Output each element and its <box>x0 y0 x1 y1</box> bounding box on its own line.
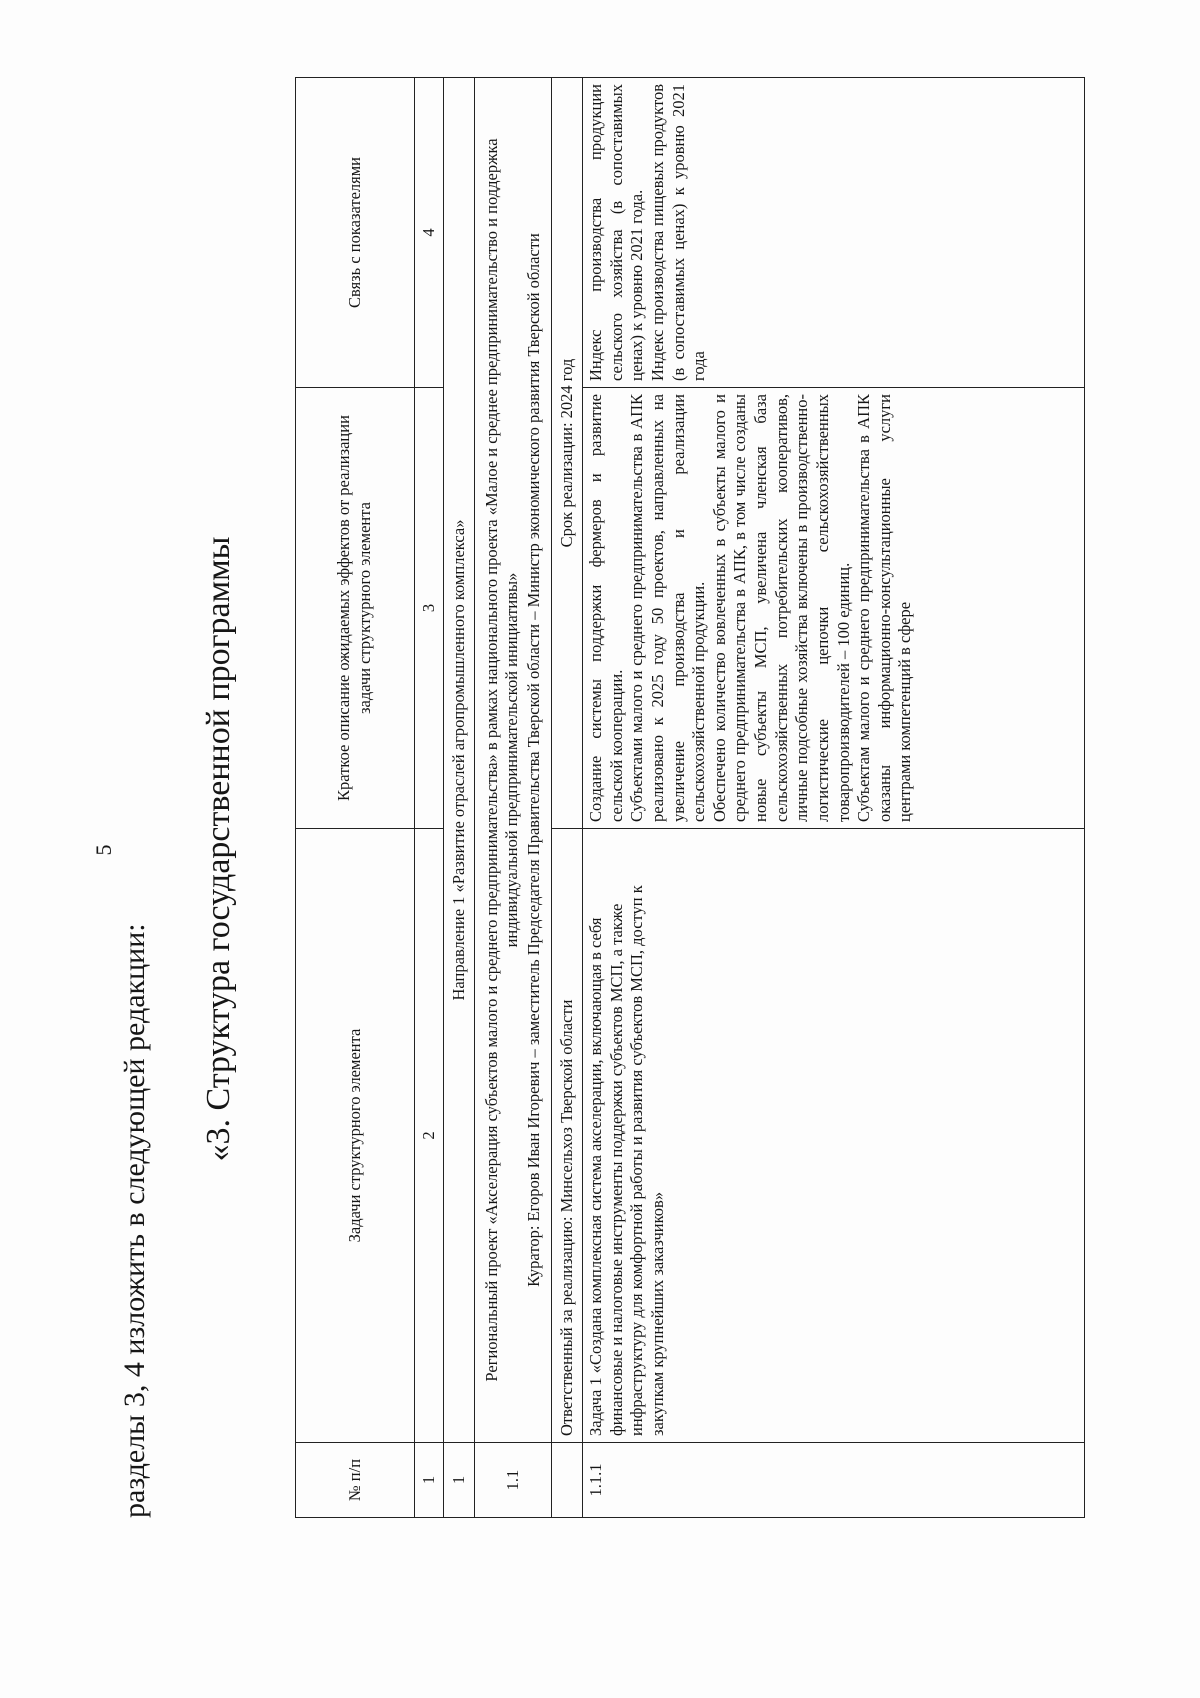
project-cell <box>475 78 552 1443</box>
project-no: 1.1 <box>475 1443 552 1518</box>
link-paragraph: Индекс производства пищевых продуктов (в сопоставимых ценах) к уровню 2021 года <box>647 84 709 381</box>
task-links-cell <box>583 78 1085 388</box>
effect-paragraph: Субъектам малого и среднего предпринимательства в АПК оказаны информационно-консультационные услуги центрами компетенций в сфере <box>854 394 915 822</box>
column-number: 3 <box>415 388 444 829</box>
task-text: Задача 1 «Создана комплексная система акселерации, включающая в себя финансовые и налоговые инструменты поддержки субъектов МСП, а также инфраструктуру для комфортной работы и развития субъектов МСП, доступ к закупкам крупнейших заказчиков» <box>583 829 1085 1443</box>
page-number: 5 <box>91 844 116 856</box>
header-link: Связь с показателями <box>296 78 415 388</box>
program-structure-table <box>295 77 1085 1518</box>
table-header-row <box>296 78 415 1518</box>
section-title: «3. Структура государственной программы <box>200 536 237 1162</box>
project-curator: Куратор: Егоров Иван Игоревич – заместитель Председателя Правительства Тверской области – Министр экономического развития Тверской области <box>523 233 543 1287</box>
header-no: № п/п <box>296 1443 415 1518</box>
intro-text: разделы 3, 4 изложить в следующей редакции: <box>118 923 151 1518</box>
column-number: 2 <box>415 829 444 1443</box>
rotated-page-content <box>100 49 1200 1649</box>
column-number: 4 <box>415 78 444 388</box>
header-task: Задачи структурного элемента <box>296 829 415 1443</box>
direction-no: 1 <box>444 1443 475 1518</box>
task-no: 1.1.1 <box>583 1443 1085 1518</box>
effect-paragraph: Обеспечено количество вовлеченных в субъекты малого и среднего предпринимательства в АПК, в том числе созданы новые субъекты МСП, увеличена членская база сельскохозяйственных потребительских кооперативов, личные подсобные хозяйства включены в производственно-логистические цепочки сельскохозяйственных товаропроизводителей – 100 единиц. <box>709 394 853 822</box>
link-paragraph: Индекс производства продукции сельского хозяйства (в сопоставимых ценах) к уровню 2021 года. <box>586 84 647 381</box>
project-text: Региональный проект «Акселерация субъектов малого и среднего предпринимательства» в рамках национального проекта «Малое и среднее предпринимательство и поддержка индивидуальной предпринимательской инициативы» <box>481 138 522 1382</box>
direction-row <box>444 78 475 1518</box>
column-number-row <box>415 78 444 1518</box>
term-text: Срок реализации: 2024 год <box>552 78 583 829</box>
effect-paragraph: Создание системы поддержки фермеров и развитие сельской кооперации. <box>586 394 626 822</box>
responsible-no <box>552 1443 583 1518</box>
effect-paragraph: Субъектами малого и среднего предпринимательства в АПК реализовано к 2025 году 50 проектов, направленных на увеличение производства и реализации сельскохозяйственной продукции. <box>627 394 709 822</box>
direction-text: Направление 1 «Развитие отраслей агропромышленного комплекса» <box>444 78 475 1443</box>
responsible-text: Ответственный за реализацию: Минсельхоз Тверской области <box>552 829 583 1443</box>
responsible-row <box>552 78 583 1518</box>
task-effects-cell <box>583 388 1085 829</box>
header-effect: Краткое описание ожидаемых эффектов от реализации задачи структурного элемента <box>296 388 415 829</box>
project-row <box>475 78 552 1518</box>
task-row <box>583 78 1085 1518</box>
column-number: 1 <box>415 1443 444 1518</box>
